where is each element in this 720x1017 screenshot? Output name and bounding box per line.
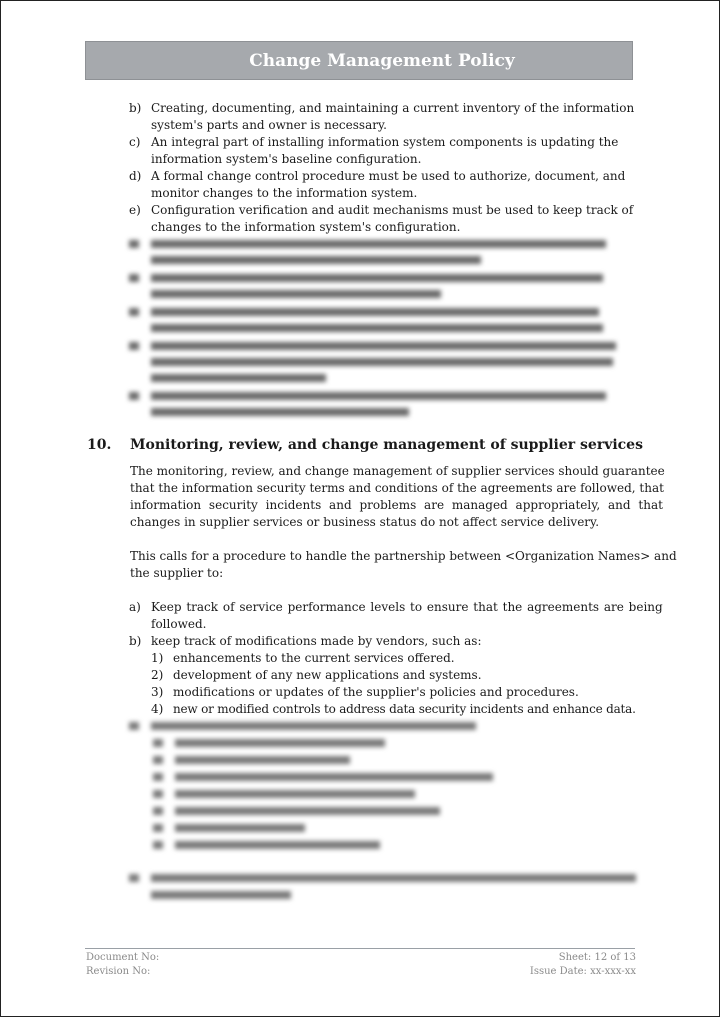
list-marker: b) xyxy=(129,634,142,648)
list-marker: c) xyxy=(129,135,141,149)
section-paragraph xyxy=(130,548,677,582)
sheet-number: Sheet: 12 of 13 xyxy=(558,952,636,963)
list-text-line: keep track of modifications made by vendors, such as: xyxy=(151,634,482,648)
list-marker: e) xyxy=(129,203,141,217)
section-heading: Monitoring, review, and change management of supplier services xyxy=(130,437,643,453)
sublist-marker: 2) xyxy=(151,668,164,682)
list-text-line: monitor changes to the information system. xyxy=(151,186,418,200)
sublist-text: development of any new applications and systems. xyxy=(173,668,482,682)
list-text-line: information system's baseline configuration. xyxy=(151,152,422,166)
list-item xyxy=(129,599,663,633)
sublist-item xyxy=(151,667,631,684)
revision-number-label: Revision No: xyxy=(86,966,151,977)
sublist-marker: 3) xyxy=(151,685,164,699)
paragraph-line: The monitoring, review, and change management of supplier services should guarantee xyxy=(130,464,665,478)
blurred-content xyxy=(125,234,640,420)
blurred-content xyxy=(125,716,640,906)
page-title: Change Management Policy xyxy=(249,51,515,71)
paragraph-line: the supplier to: xyxy=(130,566,224,580)
section-number: 10. xyxy=(87,437,112,453)
document-number-label: Document No: xyxy=(86,952,160,963)
paragraph-line: changes in supplier services or business status do not affect service delivery. xyxy=(130,515,600,529)
sublist-text: enhancements to the current services offered. xyxy=(173,651,455,665)
paragraph-line: information security incidents and problems are managed appropriately, and that xyxy=(130,498,663,512)
list-item xyxy=(129,202,634,236)
header-bar xyxy=(85,41,633,80)
list-text-line: Configuration verification and audit mechanisms must be used to keep track of xyxy=(151,203,634,217)
list-text-line: Keep track of service performance levels to ensure that the agreements are being xyxy=(151,600,663,614)
list-item xyxy=(129,134,634,168)
sublist-item xyxy=(151,684,631,701)
list-item xyxy=(129,168,634,202)
footer-divider xyxy=(85,948,635,949)
sublist-item xyxy=(151,650,631,667)
list-marker: a) xyxy=(129,600,141,614)
list-text-line: Creating, documenting, and maintaining a current inventory of the information xyxy=(151,101,635,115)
list-text-line: A formal change control procedure must be used to authorize, document, and xyxy=(151,169,626,183)
sublist-text: new or modified controls to address data security incidents and enhance data. xyxy=(173,702,636,716)
section-paragraph xyxy=(130,463,665,531)
list-item xyxy=(129,100,634,134)
list-item xyxy=(129,633,634,650)
list-text-line: followed. xyxy=(151,617,207,631)
list-marker: b) xyxy=(129,101,142,115)
paragraph-line: This calls for a procedure to handle the partnership between <Organization Names> and xyxy=(130,549,677,563)
list-marker: d) xyxy=(129,169,142,183)
list-text-line: changes to the information system's configuration. xyxy=(151,220,461,234)
issue-date: Issue Date: xx-xxx-xx xyxy=(529,966,636,977)
sublist-marker: 1) xyxy=(151,651,164,665)
list-text-line: An integral part of installing information system components is updating the xyxy=(151,135,619,149)
sublist-marker: 4) xyxy=(151,702,164,716)
paragraph-line: that the information security terms and conditions of the agreements are followed, that xyxy=(130,481,664,495)
list-text-line: system's parts and owner is necessary. xyxy=(151,118,387,132)
sublist-text: modifications or updates of the supplier's policies and procedures. xyxy=(173,685,579,699)
